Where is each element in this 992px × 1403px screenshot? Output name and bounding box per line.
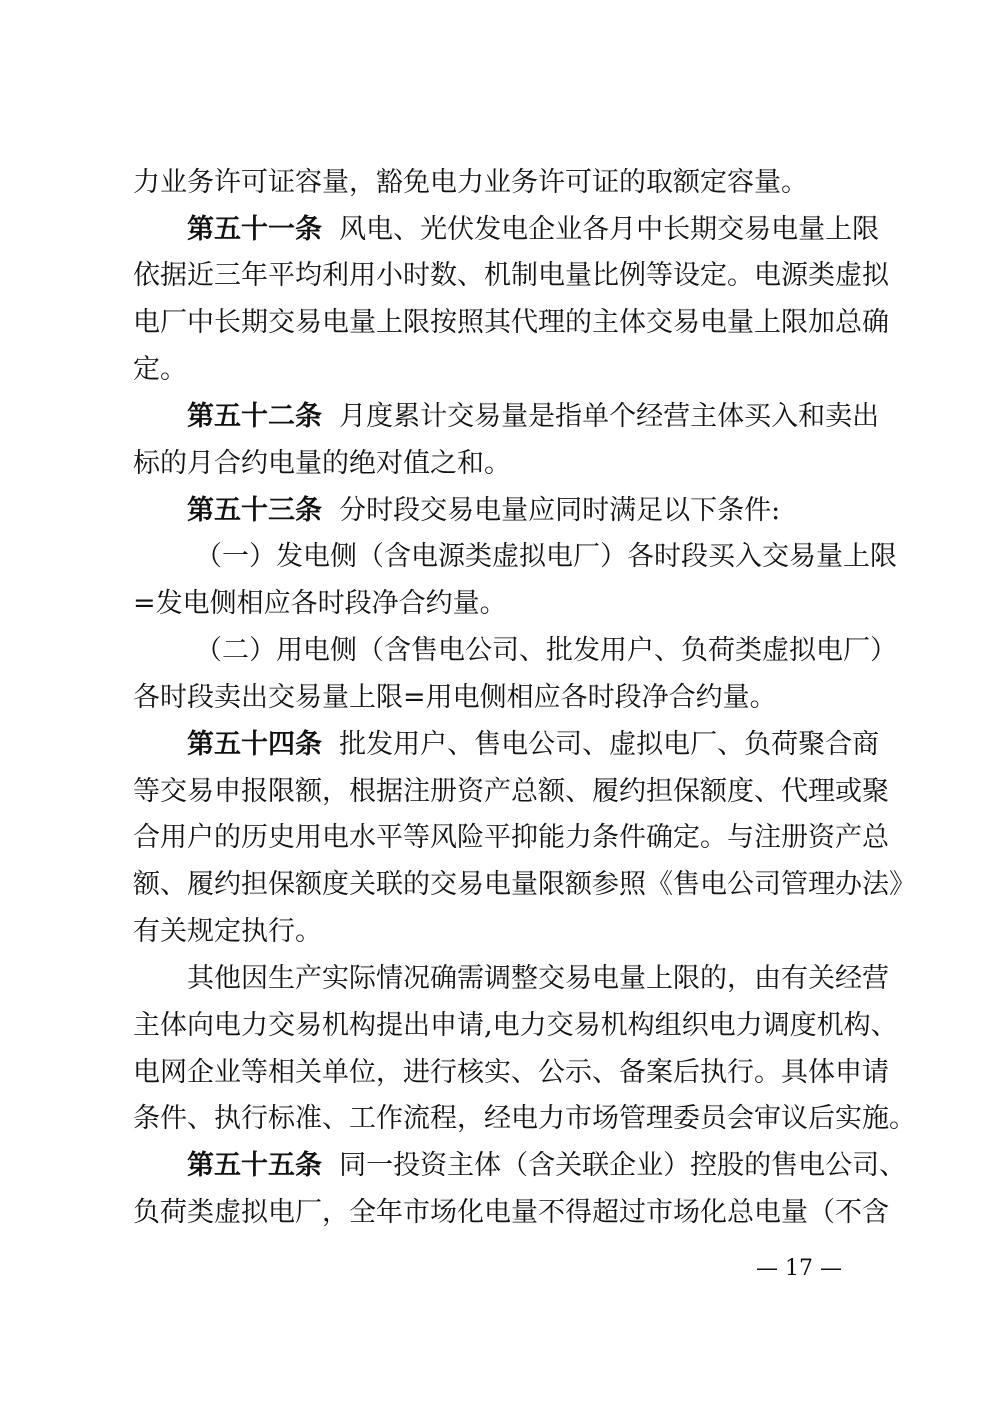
article-53-number: 第五十三条 — [187, 495, 322, 526]
body-line-10: =发电侧相应各时段净合约量。 — [133, 588, 507, 619]
body-line-12: 各时段卖出交易量上限=用电侧相应各时段净合约量。 — [133, 682, 777, 713]
body-line-21: 条件、执行标准、工作流程，经电力市场管理委员会审议后实施。 — [133, 1103, 916, 1134]
body-line-3: 依据近三年平均利用小时数、机制电量比例等设定。电源类虚拟 — [133, 260, 889, 291]
page-number: — 17 — — [756, 1256, 842, 1281]
item-1-line: （一）发电侧（含电源类虚拟电厂）各时段买入交易量上限 — [195, 541, 897, 572]
body-line-15: 合用户的历史用电水平等风险平抑能力条件确定。与注册资产总 — [133, 822, 889, 853]
article-52-number: 第五十二条 — [187, 401, 322, 432]
body-line-17: 有关规定执行。 — [133, 916, 322, 947]
body-line-20: 电网企业等相关单位，进行核实、公示、备案后执行。具体申请 — [133, 1057, 889, 1088]
article-55-number: 第五十五条 — [187, 1150, 322, 1181]
article-54-first-line: 第五十四条 批发用户、售电公司、虚拟电厂、负荷聚合商 — [187, 729, 880, 760]
body-line-4: 电厂中长期交易电量上限按照其代理的主体交易电量上限加总确 — [133, 307, 889, 338]
article-51-number: 第五十一条 — [187, 214, 322, 245]
body-line-14: 等交易申报限额，根据注册资产总额、履约担保额度、代理或聚 — [133, 776, 889, 807]
paragraph-adjustment-first-line: 其他因生产实际情况确需调整交易电量上限的，由有关经营 — [187, 963, 889, 994]
article-52-first-line: 第五十二条 月度累计交易量是指单个经营主体买入和卖出 — [187, 401, 880, 432]
body-line-16: 额、履约担保额度关联的交易电量限额参照《售电公司管理办法》 — [133, 869, 916, 900]
article-53-first-line: 第五十三条 分时段交易电量应同时满足以下条件: — [187, 495, 781, 526]
body-line-23: 负荷类虚拟电厂，全年市场化电量不得超过市场化总电量（不含 — [133, 1197, 889, 1228]
item-2-line: （二）用电侧（含售电公司、批发用户、负荷类虚拟电厂） — [195, 635, 897, 666]
body-line-5: 定。 — [133, 354, 187, 385]
article-51-first-line: 第五十一条 风电、光伏发电企业各月中长期交易电量上限 — [187, 214, 880, 245]
body-line-7: 标的月合约电量的绝对值之和。 — [133, 448, 511, 479]
body-line-1: 力业务许可证容量，豁免电力业务许可证的取额定容量。 — [133, 167, 808, 198]
article-55-first-line: 第五十五条 同一投资主体（含关联企业）控股的售电公司、 — [187, 1150, 907, 1181]
article-54-number: 第五十四条 — [187, 729, 322, 760]
body-line-19: 主体向电力交易机构提出申请,电力交易机构组织电力调度机构、 — [133, 1010, 898, 1041]
